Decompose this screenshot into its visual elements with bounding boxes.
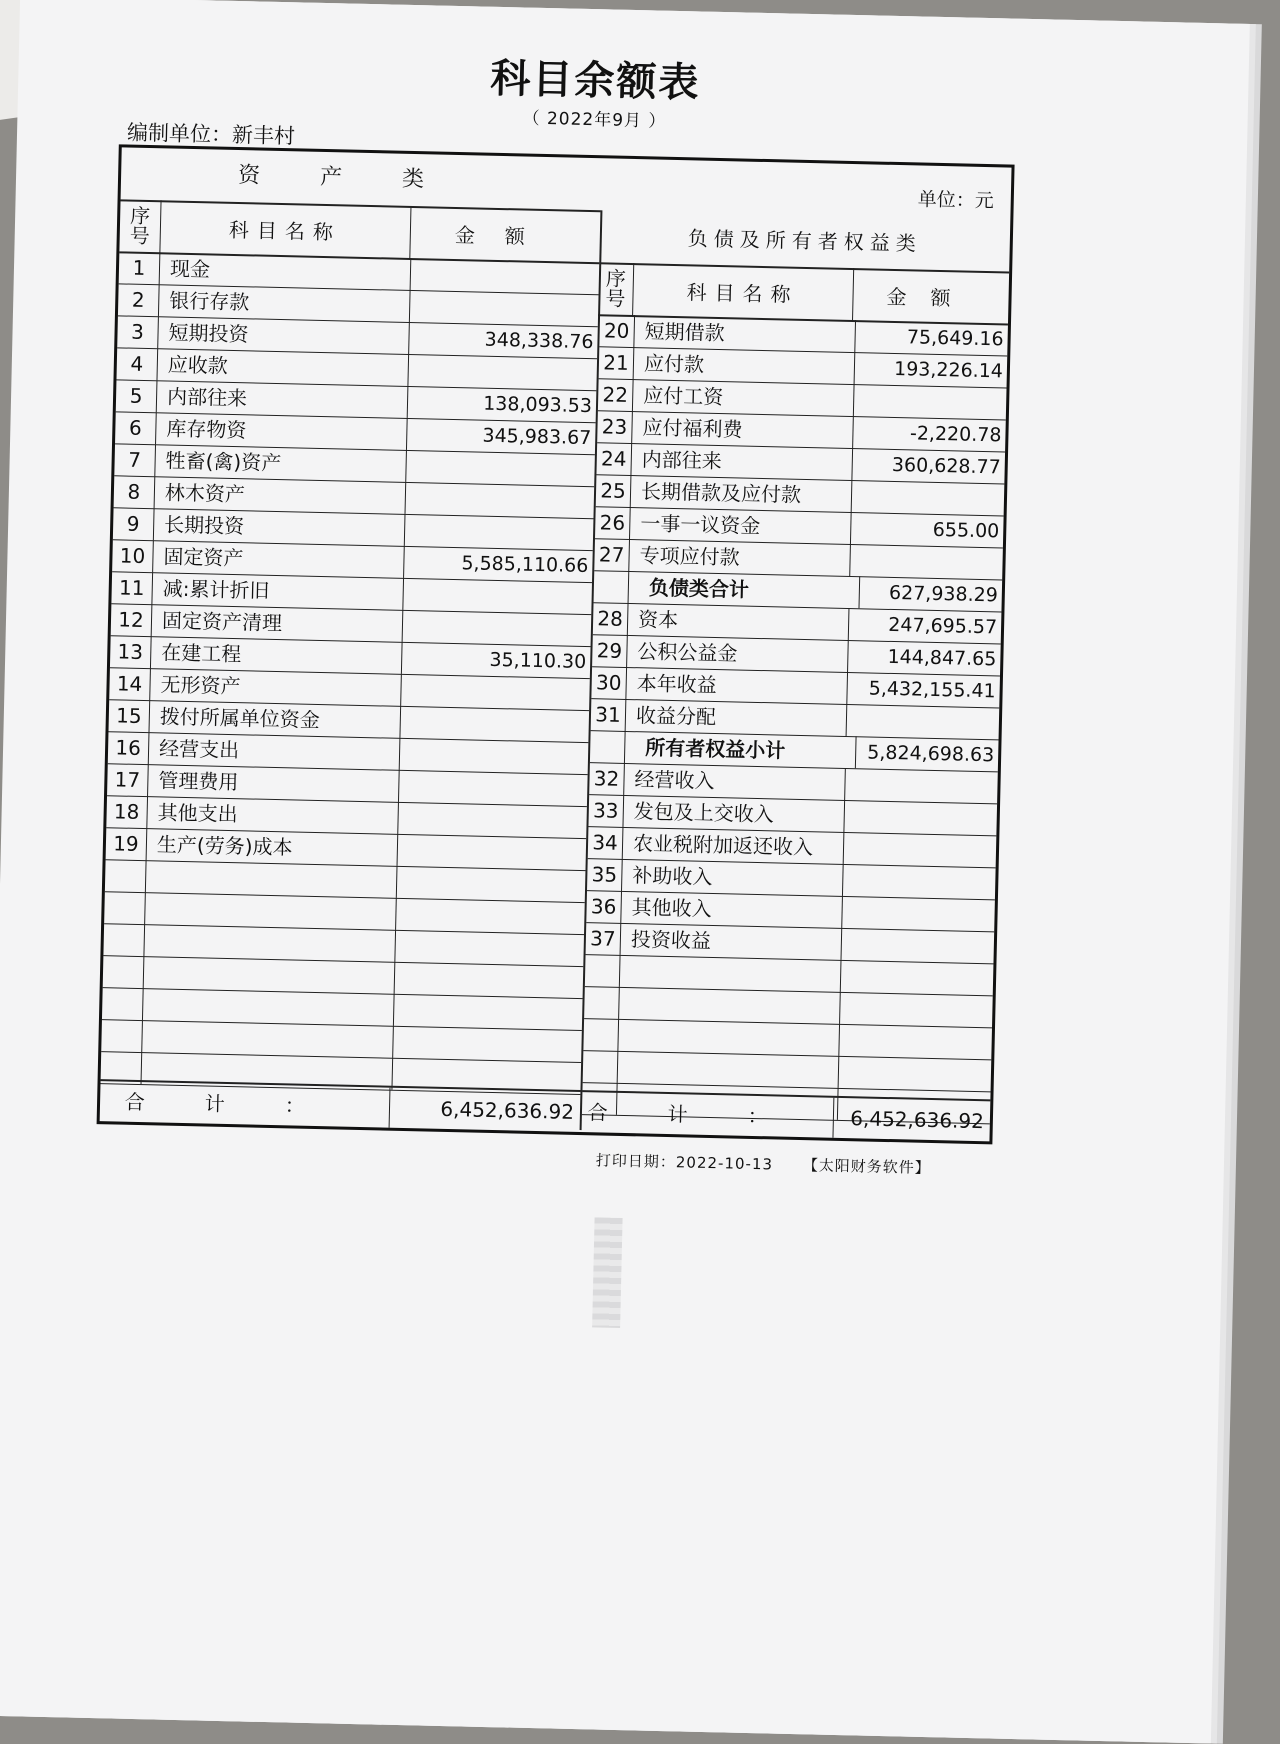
assets-account-name: 应收款 — [157, 348, 409, 386]
liabilities-account-name: 短期借款 — [634, 315, 856, 352]
software-name: 【太阳财务软件】 — [802, 1156, 931, 1178]
liabilities-account-name — [618, 1051, 840, 1088]
liabilities-account-name: 公积公益金 — [627, 635, 849, 672]
liabilities-total-label: 合计： — [582, 1092, 835, 1138]
liabilities-seq — [594, 570, 630, 603]
assets-amount — [395, 962, 584, 998]
liabilities-account-name — [618, 1019, 840, 1056]
liabilities-amount — [841, 960, 994, 995]
liabilities-seq: 29 — [592, 634, 628, 667]
assets-account-name: 拨付所属单位资金 — [149, 700, 401, 738]
liabilities-seq: 27 — [594, 538, 630, 571]
liabilities-account-name: 发包及上交收入 — [623, 795, 845, 832]
liabilities-amount — [845, 768, 998, 803]
assets-amount: 345,983.67 — [482, 424, 592, 450]
liabilities-seq: 26 — [595, 506, 631, 539]
report-title: 科目余额表 — [489, 55, 701, 107]
liabilities-amount — [842, 928, 995, 963]
assets-amount — [400, 706, 589, 742]
assets-seq: 18 — [106, 795, 148, 828]
assets-seq: 14 — [109, 667, 151, 700]
assets-account-name: 减:累计折旧 — [152, 572, 404, 610]
ledger-table — [97, 144, 1015, 1144]
assets-seq — [103, 955, 145, 988]
liabilities-amount — [850, 544, 1003, 579]
assets-account-name: 无形资产 — [150, 668, 402, 706]
assets-seq: 11 — [111, 571, 153, 604]
assets-amount — [411, 258, 600, 294]
assets-amount — [395, 930, 584, 966]
assets-seq: 3 — [117, 315, 159, 348]
liabilities-amount — [843, 864, 996, 899]
liabilities-amount — [842, 896, 995, 931]
liabilities-amount: -2,220.78 — [909, 422, 1002, 447]
assets-amount — [401, 674, 590, 710]
liabilities-account-name: 长期借款及应付款 — [631, 475, 853, 512]
assets-total-label: 合计： — [100, 1081, 391, 1128]
liabilities-amount: 193,226.14 — [893, 357, 1004, 383]
assets-seq: 16 — [108, 731, 150, 764]
liabilities-account-name — [620, 955, 842, 992]
liabilities-account-name: 应付工资 — [633, 379, 855, 416]
seq-header-bottom: 号 — [605, 286, 626, 311]
assets-seq: 19 — [106, 827, 148, 860]
liabilities-amount — [844, 800, 997, 835]
liabilities-seq: 20 — [599, 314, 635, 347]
assets-account-name: 经营支出 — [149, 732, 401, 770]
liabilities-account-name: 本年收益 — [626, 667, 848, 704]
faded-stamp-mark — [592, 1217, 622, 1328]
assets-name-header: 科目名称 — [159, 200, 411, 260]
assets-account-name: 固定资产清理 — [152, 604, 404, 642]
liabilities-seq — [590, 730, 626, 763]
assets-amount — [403, 578, 592, 614]
assets-section-header: 资产类 — [121, 147, 602, 212]
liabilities-seq: 25 — [596, 474, 632, 507]
liabilities-seq — [583, 1018, 619, 1051]
assets-account-name: 其他支出 — [147, 796, 399, 834]
liabilities-amount: 5,824,698.63 — [867, 741, 995, 767]
assets-seq — [103, 923, 145, 956]
assets-amount: 5,585,110.66 — [461, 552, 589, 578]
liabilities-seq-header — [598, 262, 634, 317]
liabilities-amount: 75,649.16 — [906, 326, 1004, 351]
liabilities-account-name: 应付款 — [634, 347, 856, 384]
liabilities-name-header: 科目名称 — [632, 263, 854, 322]
assets-amount — [403, 610, 592, 646]
assets-seq: 13 — [110, 635, 152, 668]
report-period: （ 2022年9月 ） — [522, 108, 667, 132]
assets-seq-header — [119, 199, 161, 254]
print-footer — [596, 1149, 931, 1178]
liabilities-seq: 33 — [588, 794, 624, 827]
liabilities-seq: 34 — [588, 826, 624, 859]
assets-seq — [104, 891, 146, 924]
liabilities-amount — [840, 992, 993, 1027]
seq-header-bottom: 号 — [129, 223, 151, 249]
seq-header-top: 序 — [129, 203, 151, 229]
liabilities-account-name: 所有者权益小计 — [625, 731, 857, 768]
assets-account-name: 现金 — [160, 252, 412, 290]
liabilities-amount — [839, 1024, 992, 1059]
liabilities-account-name — [619, 987, 841, 1024]
liabilities-amount — [847, 704, 1000, 739]
assets-seq: 6 — [115, 411, 157, 444]
liabilities-amount — [854, 384, 1007, 419]
liabilities-amount: 627,938.29 — [888, 581, 999, 607]
liabilities-seq: 21 — [599, 346, 635, 379]
assets-seq — [105, 859, 147, 892]
liabilities-account-name: 应付福利费 — [632, 411, 854, 448]
assets-account-name: 林木资产 — [155, 476, 407, 514]
liabilities-seq — [584, 986, 620, 1019]
liabilities-seq: 23 — [597, 410, 633, 443]
assets-account-name: 银行存款 — [159, 284, 411, 322]
assets-amount — [405, 514, 594, 550]
assets-seq: 12 — [111, 603, 153, 636]
liabilities-amount: 360,628.77 — [891, 453, 1001, 479]
assets-account-name: 短期投资 — [158, 316, 410, 354]
prepared-by-unit: 编制单位：新丰村 — [126, 120, 296, 149]
assets-account-name: 固定资产 — [153, 540, 405, 578]
assets-seq: 5 — [116, 379, 158, 412]
liabilities-account-name: 其他收入 — [621, 891, 843, 928]
assets-amount — [406, 482, 595, 518]
assets-seq: 8 — [114, 475, 156, 508]
liabilities-seq — [585, 954, 621, 987]
liabilities-amount: 5,432,155.41 — [868, 677, 996, 703]
liabilities-amount — [852, 480, 1005, 515]
seq-header-top: 序 — [605, 266, 627, 291]
liabilities-seq: 28 — [593, 602, 629, 635]
assets-amount: 348,338.76 — [484, 328, 594, 354]
assets-seq: 2 — [118, 283, 160, 316]
liabilities-account-name: 内部往来 — [631, 443, 853, 480]
currency-unit: 单位：元 — [917, 188, 995, 213]
assets-amount — [394, 994, 583, 1030]
liabilities-account-name: 资本 — [628, 603, 850, 640]
assets-seq: 1 — [119, 251, 161, 284]
liabilities-seq: 24 — [596, 442, 632, 475]
assets-account-name: 管理费用 — [148, 764, 400, 802]
assets-account-name: 在建工程 — [151, 636, 403, 674]
assets-amount — [400, 738, 589, 774]
liabilities-account-name: 农业税附加返还收入 — [623, 827, 845, 864]
assets-seq: 7 — [114, 443, 156, 476]
liabilities-seq — [583, 1050, 619, 1083]
liabilities-seq: 22 — [598, 378, 634, 411]
liabilities-account-name: 收益分配 — [626, 699, 848, 736]
liabilities-seq: 37 — [586, 922, 622, 955]
assets-account-name: 长期投资 — [154, 508, 406, 546]
liabilities-section-header: 负债及所有者权益类 — [599, 210, 1010, 273]
liabilities-amount: 247,695.57 — [888, 613, 998, 639]
print-date: 打印日期：2022-10-13 — [595, 1151, 774, 1174]
assets-seq — [102, 987, 144, 1020]
assets-account-name: 库存物资 — [156, 412, 408, 450]
assets-seq: 15 — [109, 699, 151, 732]
liabilities-account-name: 专项应付款 — [629, 539, 851, 576]
liabilities-seq: 30 — [591, 666, 627, 699]
liabilities-amount — [844, 832, 997, 867]
assets-seq: 10 — [112, 539, 154, 572]
balance-report — [24, 25, 1191, 1710]
assets-seq: 9 — [113, 507, 155, 540]
liabilities-total-row — [582, 1090, 991, 1141]
liabilities-seq: 35 — [587, 858, 623, 891]
liabilities-account-name: 补助收入 — [622, 859, 844, 896]
assets-amount — [393, 1026, 582, 1062]
assets-account-name: 生产(劳务)成本 — [147, 828, 399, 866]
liabilities-amount-header: 金额 — [852, 268, 1009, 326]
liabilities-amount: 655.00 — [932, 518, 1000, 543]
assets-amount-header: 金额 — [409, 206, 600, 264]
assets-amount — [397, 866, 586, 902]
liabilities-seq: 32 — [589, 762, 625, 795]
assets-amount: 35,110.30 — [489, 648, 587, 674]
liabilities-account-name: 一事一议资金 — [630, 507, 852, 544]
liabilities-amount: 144,847.65 — [887, 645, 997, 671]
liabilities-amount — [839, 1056, 992, 1091]
assets-amount — [406, 450, 595, 486]
assets-account-name: 内部往来 — [157, 380, 409, 418]
liabilities-total-value: 6,452,636.92 — [850, 1106, 985, 1134]
liabilities-account-name: 投资收益 — [621, 923, 843, 960]
assets-seq: 17 — [107, 763, 149, 796]
assets-amount — [396, 898, 585, 934]
assets-total-value: 6,452,636.92 — [440, 1096, 575, 1124]
assets-amount — [398, 802, 587, 838]
liabilities-seq: 31 — [591, 698, 627, 731]
liabilities-account-name: 经营收入 — [624, 763, 846, 800]
assets-amount — [408, 354, 597, 390]
assets-seq — [101, 1019, 143, 1052]
assets-amount — [399, 770, 588, 806]
liabilities-account-name: 负债类合计 — [629, 571, 861, 608]
assets-amount — [398, 834, 587, 870]
assets-amount — [410, 290, 599, 326]
assets-seq: 4 — [116, 347, 158, 380]
assets-account-name: 牲畜(禽)资产 — [155, 444, 407, 482]
assets-amount: 138,093.53 — [482, 392, 593, 418]
liabilities-seq: 36 — [586, 890, 622, 923]
